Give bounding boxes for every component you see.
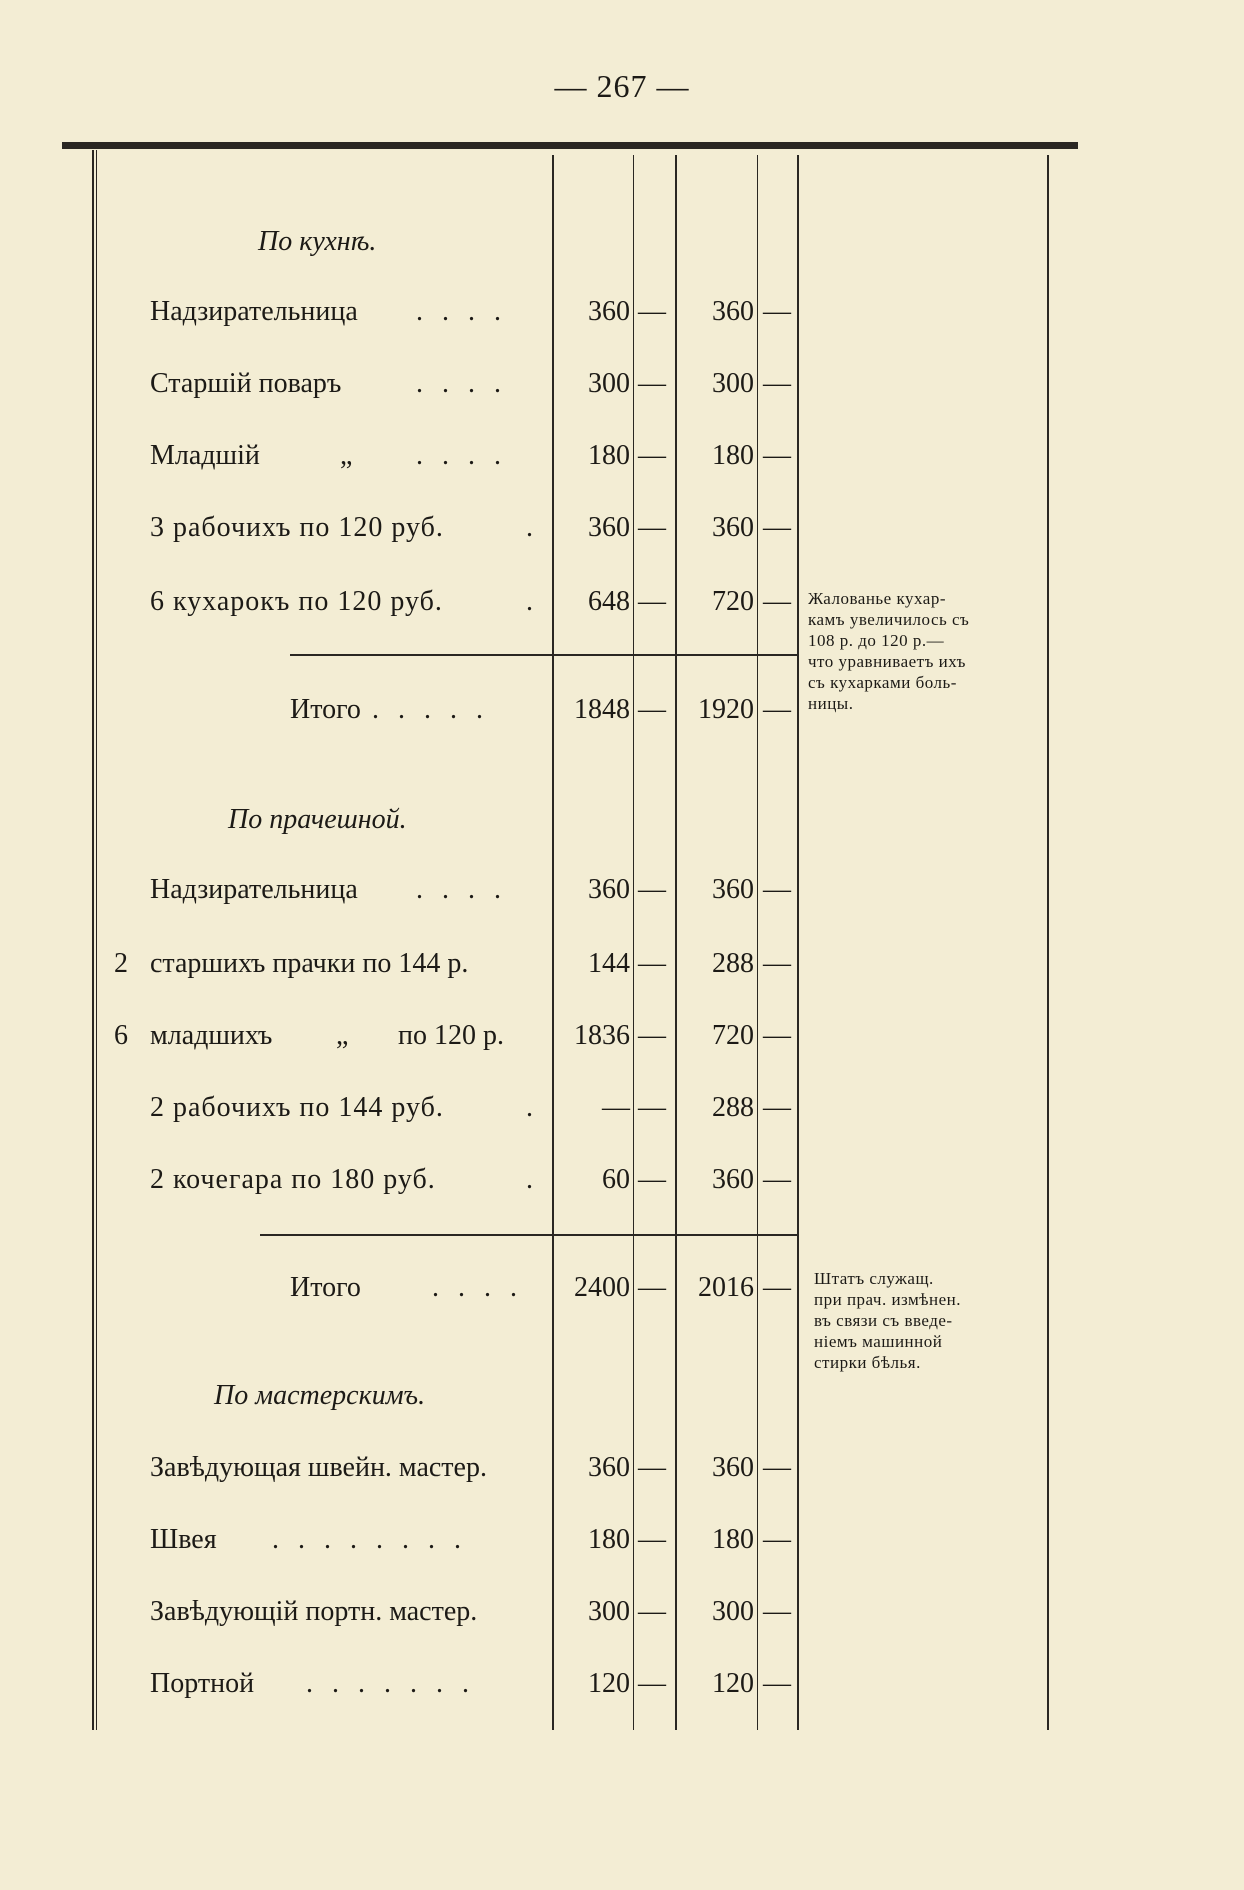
dash-1: — <box>638 1092 666 1123</box>
dash-1: — <box>638 296 666 327</box>
dash-1: — <box>638 1164 666 1195</box>
table-row <box>0 1164 1244 1204</box>
page-number: — 267 — <box>554 68 690 104</box>
table-row <box>0 512 1244 552</box>
table-row-total <box>0 694 1244 734</box>
dash-2: — <box>763 1092 791 1123</box>
subtotal-rule <box>260 1234 798 1236</box>
value-2: 360 <box>712 874 754 905</box>
value-1: 648 <box>588 586 630 617</box>
row-label: Надзирательница <box>150 296 358 327</box>
header-rule <box>62 142 1078 149</box>
dash-2: — <box>763 512 791 543</box>
note-line: при прач. измѣнен. <box>814 1290 962 1309</box>
leader-dots: . <box>526 1164 539 1195</box>
dash-1: — <box>638 1668 666 1699</box>
value-2: 300 <box>712 368 754 399</box>
row-label: Старшій поваръ <box>150 368 342 399</box>
dash-1: — <box>638 694 666 725</box>
dash-1: — <box>638 440 666 471</box>
value-1: — <box>602 1092 630 1123</box>
dash-2: — <box>763 874 791 905</box>
row-label: 3 рабочихъ по 120 руб. <box>150 512 444 543</box>
section-title-laundry: По прачешной. <box>228 804 407 835</box>
row-label: Портной <box>150 1668 255 1699</box>
section-title-workshops: По мастерскимъ. <box>214 1380 426 1411</box>
table-row <box>0 874 1244 914</box>
margin-note-kitchen <box>808 588 1036 714</box>
table-row <box>0 586 1244 626</box>
table-row <box>0 948 1244 988</box>
table-row <box>0 1452 1244 1492</box>
row-label-rate: по 120 р. <box>398 1020 504 1051</box>
value-1: 180 <box>588 1524 630 1555</box>
dash-1: — <box>638 948 666 979</box>
leader-dots: . <box>526 512 539 543</box>
value-2: 360 <box>712 296 754 327</box>
total-value-1: 1848 <box>574 694 630 725</box>
note-line: въ связи съ введе- <box>814 1311 953 1330</box>
dash-2: — <box>763 1524 791 1555</box>
ditto-mark: „ <box>336 1020 349 1051</box>
dash-2: — <box>763 1020 791 1051</box>
value-2: 120 <box>712 1668 754 1699</box>
leader-dots: . . . . . . . . <box>272 1524 467 1555</box>
dash-2: — <box>763 368 791 399</box>
value-2: 720 <box>712 586 754 617</box>
dash-2: — <box>763 296 791 327</box>
dash-1: — <box>638 1596 666 1627</box>
value-1: 360 <box>588 296 630 327</box>
total-label: Итого <box>290 1272 361 1303</box>
total-value-1: 2400 <box>574 1272 630 1303</box>
value-2: 360 <box>712 1452 754 1483</box>
dash-1: — <box>638 874 666 905</box>
value-1: 360 <box>588 1452 630 1483</box>
table-row <box>0 1020 1244 1060</box>
row-label: 6 кухарокъ по 120 руб. <box>150 586 443 617</box>
dash-1: — <box>638 586 666 617</box>
dash-1: — <box>638 1452 666 1483</box>
value-2: 180 <box>712 1524 754 1555</box>
table-row <box>0 1524 1244 1564</box>
dash-1: — <box>638 1524 666 1555</box>
value-1: 360 <box>588 512 630 543</box>
row-label: Завѣдующій портн. мастер. <box>150 1596 478 1627</box>
row-label: Надзирательница <box>150 874 358 905</box>
dash-1: — <box>638 512 666 543</box>
leader-dots: . . . . <box>432 1272 523 1303</box>
value-2: 288 <box>712 948 754 979</box>
value-1: 300 <box>588 1596 630 1627</box>
value-2: 300 <box>712 1596 754 1627</box>
dash-2: — <box>763 1596 791 1627</box>
row-label: старшихъ прачки по 144 р. <box>150 948 469 979</box>
leader-dots: . . . . <box>416 440 507 471</box>
table-row <box>0 1092 1244 1132</box>
note-line: Штатъ служащ. <box>814 1269 934 1288</box>
dash-2: — <box>763 1668 791 1699</box>
value-2: 360 <box>712 1164 754 1195</box>
value-1: 120 <box>588 1668 630 1699</box>
value-1: 1836 <box>574 1020 630 1051</box>
dash-2: — <box>763 1164 791 1195</box>
note-line: камъ увеличилось съ <box>808 610 970 629</box>
section-title-kitchen: По кухнѣ. <box>258 226 377 257</box>
value-2: 180 <box>712 440 754 471</box>
note-line: ницы. <box>808 694 854 713</box>
dash-2: — <box>763 440 791 471</box>
value-2: 720 <box>712 1020 754 1051</box>
row-label: младшихъ <box>150 1020 273 1051</box>
row-label: Завѣдующая швейн. мастер. <box>150 1452 487 1483</box>
row-count: 6 <box>114 1020 128 1051</box>
table-row <box>0 440 1244 480</box>
ditto-mark: „ <box>340 440 353 471</box>
value-2: 360 <box>712 512 754 543</box>
dash-1: — <box>638 368 666 399</box>
table-row <box>0 1668 1244 1708</box>
table-row <box>0 296 1244 336</box>
row-count: 2 <box>114 948 128 979</box>
dash-2: — <box>763 586 791 617</box>
dash-1: — <box>638 1272 666 1303</box>
leader-dots: . <box>526 586 539 617</box>
row-label: 2 кочегара по 180 руб. <box>150 1164 436 1195</box>
dash-1: — <box>638 1020 666 1051</box>
dash-2: — <box>763 694 791 725</box>
table-row-total <box>0 1272 1244 1312</box>
table-row <box>0 368 1244 408</box>
leader-dots: . . . . . <box>372 694 489 725</box>
leader-dots: . . . . <box>416 874 507 905</box>
leader-dots: . . . . <box>416 368 507 399</box>
note-line: съ кухарками боль- <box>808 673 957 692</box>
row-label: 2 рабочихъ по 144 руб. <box>150 1092 444 1123</box>
leader-dots: . . . . . . . <box>306 1668 475 1699</box>
table-row <box>0 1596 1244 1636</box>
note-line: стирки бѣлья. <box>814 1353 921 1372</box>
total-value-2: 1920 <box>698 694 754 725</box>
value-1: 180 <box>588 440 630 471</box>
row-label: Младшій <box>150 440 260 471</box>
value-1: 144 <box>588 948 630 979</box>
margin-note-laundry <box>814 1268 1032 1373</box>
dash-2: — <box>763 1452 791 1483</box>
total-value-2: 2016 <box>698 1272 754 1303</box>
leader-dots: . <box>526 1092 539 1123</box>
row-label: Швея <box>150 1524 217 1555</box>
leader-dots: . . . . <box>416 296 507 327</box>
note-line: что уравниваетъ ихъ <box>808 652 966 671</box>
note-line: 108 р. до 120 р.— <box>808 631 945 650</box>
dash-2: — <box>763 1272 791 1303</box>
note-line: ніемъ машинной <box>814 1332 943 1351</box>
value-1: 360 <box>588 874 630 905</box>
subtotal-rule <box>290 654 798 656</box>
note-line: Жалованье кухар- <box>808 589 946 608</box>
total-label: Итого <box>290 694 361 725</box>
dash-2: — <box>763 948 791 979</box>
value-1: 300 <box>588 368 630 399</box>
value-1: 60 <box>602 1164 630 1195</box>
value-2: 288 <box>712 1092 754 1123</box>
